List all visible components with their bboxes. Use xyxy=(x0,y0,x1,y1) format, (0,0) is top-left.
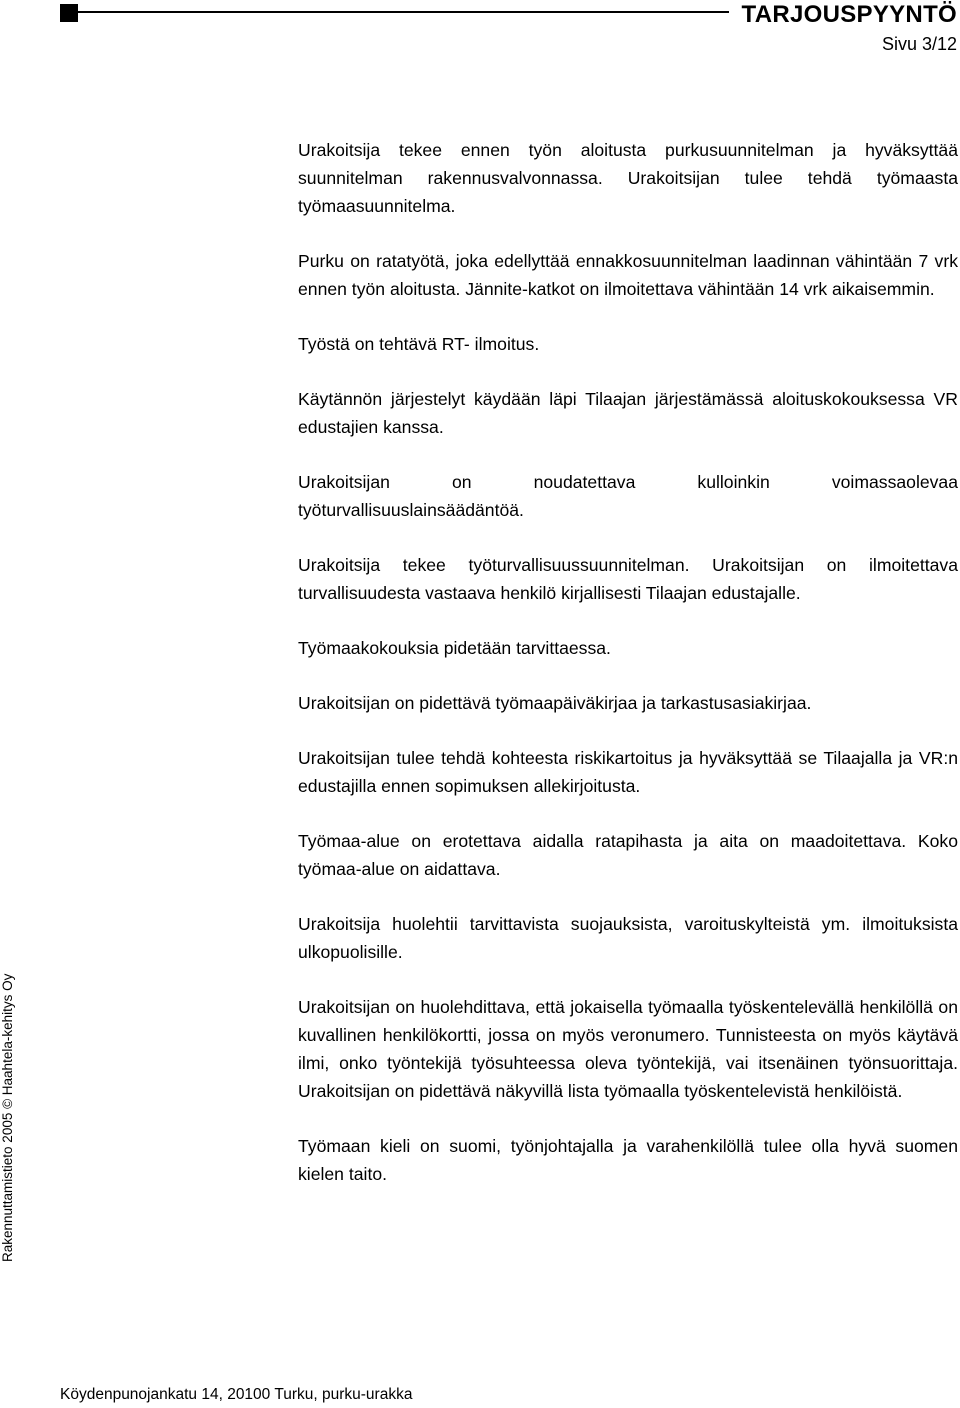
footer-address: Köydenpunojankatu 14, 20100 Turku, purku-urakka xyxy=(60,1386,413,1403)
paragraph: Työmaan kieli on suomi, työnjohtajalla ja varahenkilöllä tulee olla hyvä suomen kielen taito. xyxy=(298,1136,958,1184)
page-number: Sivu 3/12 xyxy=(881,34,957,54)
paragraph: Purku on ratatyötä, joka edellyttää ennakkosuunnitelman laadinnan vähintään 7 vrk ennen työn aloitusta. Jännite-katkot on ilmoitettava vähintään 14 vrk aikaisemmin. xyxy=(298,251,958,299)
paragraph: Urakoitsija huolehtii tarvittavista suojauksista, varoituskylteistä ym. ilmoituksista ulkopuolisille. xyxy=(298,914,958,962)
header-rule xyxy=(78,11,729,13)
paragraph: Urakoitsijan tulee tehdä kohteesta riskikartoitus ja hyväksyttää se Tilaajalla ja VR:n edustajilla ennen sopimuksen allekirjoitusta. xyxy=(298,748,958,796)
paragraph: Työstä on tehtävä RT- ilmoitus. xyxy=(298,334,540,354)
paragraph: Urakoitsija tekee työturvallisuussuunnitelman. Urakoitsijan on ilmoitettava turvallisuudesta vastaava henkilö kirjallisesti Tilaajan edustajalle. xyxy=(298,555,958,603)
paragraph: Urakoitsijan on pidettävä työmaapäiväkirjaa ja tarkastusasiakirjaa. xyxy=(298,693,812,713)
copyright-side-note: Rakennuttamistieto 2005 © Haahtela-kehitys Oy xyxy=(0,973,15,1262)
paragraph: Käytännön järjestelyt käydään läpi Tilaajan järjestämässä aloituskokouksessa VR edustajien kanssa. xyxy=(298,389,958,437)
document-body xyxy=(298,136,958,1215)
paragraph: Työmaakokouksia pidetään tarvittaessa. xyxy=(298,638,611,658)
document-title: TARJOUSPYYNTÖ xyxy=(741,1,957,28)
paragraph: Urakoitsijan on noudatettava kulloinkin voimassaolevaa työturvallisuuslainsäädäntöä. xyxy=(298,472,958,520)
header-square-mark xyxy=(60,4,78,22)
paragraph: Työmaa-alue on erotettava aidalla ratapihasta ja aita on maadoitettava. Koko työmaa-alue on aidattava. xyxy=(298,831,958,879)
paragraph: Urakoitsijan on huolehdittava, että jokaisella työmaalla työskentelevällä henkilöllä on kuvallinen henkilökortti, jossa on myös veronumero. Tunnisteesta on myös käytävä ilmi, onko työntekijä työsuhteessa oleva työntekijä, vai itsenäinen työnsuorittaja. Urakoitsijan on pidettävä näkyvillä lista työmaalla työskentelevistä henkilöistä. xyxy=(298,997,958,1101)
paragraph: Urakoitsija tekee ennen työn aloitusta purkusuunnitelman ja hyväksyttää suunnitelman rakennusvalvonnassa. Urakoitsijan tulee tehdä työmaasta työmaasuunnitelma. xyxy=(298,140,958,216)
